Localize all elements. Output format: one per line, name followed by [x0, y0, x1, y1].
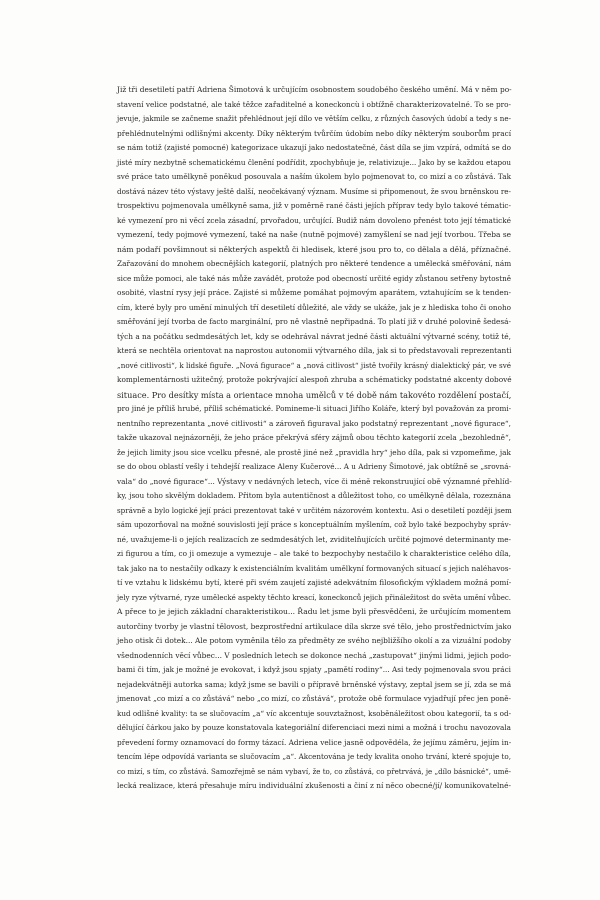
text-line: situace. Pro desítky místa a orientace mnoha umělců v té době nám takovéto rozdělení postačí, [117, 389, 512, 400]
text-line: tí ve vztahu k lidskému bytí, které při svém zaujetí zajisté adekvátním filosofickým výkladem možná pomí- [117, 578, 512, 587]
text-line: nám podaří povšimnout si některých aspektů či hledisek, které jsou pro to, co dělala a dělá, příznačné. [117, 244, 511, 254]
text-line: pro jiné je příliš hrubé, příliš schématické. Pomineme-li situaci Jiřího Koláře, který byl považován za promi- [117, 404, 512, 413]
text-line: sám upozorňoval na možné souvislosti její práce s konceptuálním myšlením, což bylo také bezpochyby správ- [117, 520, 511, 529]
text-line: nentního reprezentanta „nové citlivosti“ a zároveň figuraval jako podstatný reprezentant „nové figurace“, [117, 418, 511, 428]
text-line: „nové citlivosti“, k lidské figuře. „Nová figurace“ a „nová citlivost“ jistě tvořily krásný dialektický pár, ve své [117, 360, 511, 370]
text-line: co mizí, s tím, co zůstává. Samozřejmě se nám vybaví, že to, co zůstává, co přetrvává, je „dílo básnické“, umě- [117, 766, 511, 776]
text-line: sice může pomoci, ale také nás může zavádět, protože pod obecností určité egidy zůstanou setřeny bytostně [117, 273, 511, 283]
text-line: kud odlišné kvality: ta se slučovacím „a“ víc akcentuje souvztažnost, ksoběnáležitost obou kategorií, ta s od- [117, 708, 511, 718]
text-line: A přece to je jejich základní charakteristikou... Řadu let jsme byli přesvědčeni, že určujícím momentem [117, 607, 511, 616]
text-line: směřování její tvorba de facto marginální, pro ně vlastně nepřipadná. To platí již v druhé polovině šedesá- [117, 317, 511, 326]
text-line: se do obou oblastí vešly i tehdejší realizace Aleny Kučerové... A u Adrieny Šimotové, jak obtížně se „srovná- [117, 462, 511, 471]
text-line: Zařazování do mnohem obecnějších kategorií, platných pro některé tendence a umělecká směřování, nám [117, 259, 512, 268]
text-line: stavení velice podstatné, ale také těžce zařaditelné a koneckoncù i obtížně charakterizovatelné. To se pro- [117, 99, 511, 109]
text-line: vala“ do „nové figurace“... Výstavy v nedávných letech, více či méně rekonstruující obě významné přehlíd- [117, 476, 512, 486]
text-line: jisté míry nezbytně schematickému členění podřídit, zpochybňuje je, relativizuje... Jako by se každou etapou [117, 157, 511, 167]
text-line: dělující čárkou jako by pouze konstatovala kategoriální diferenciaci mezi nimi a možná i trochu navozovala [117, 723, 511, 732]
text-line: cím, které byly pro umění minulých tří desetiletí důležité, ale vždy se ukáže, jak je z hlediska toho či onoho [117, 302, 511, 312]
text-line: jmenovat „co mizí a co zůstává“ nebo „co mizí, co zůstává“, protože obě formulace vyjadřují přec jen poně- [117, 694, 511, 703]
text-line: své práce tato umělkyně poněkud posouvala a naším úkolem bylo pojmenovat to, co mizí a co zůstává. Tak [117, 172, 511, 181]
text-line: lecká realizace, která přesahuje míru individuální zkušenosti a činí z ní něco obecné/jí/ komunikovatelné- [117, 781, 511, 790]
text-line: že jejich limity jsou sice vcelku přesné, ale prostě jiné než „pravidla hry“ jeho díla, pak si vzpomeňme, jak [117, 447, 511, 457]
text-line: komplementárnosti užitečný, protože pokrývající alespoň zhruba a schématicky podstatné akcenty dobové [117, 375, 512, 384]
text-line: Již tři desetiletí patří Adriena Šimotová k určujícím osobnostem soudobého českého umění. Má v něm po- [117, 85, 512, 94]
text-line: ky, jsou toho skvělým dokladem. Přitom byla autentičnost a důležitost toho, co umělkyně dělala, rozeznána [117, 491, 511, 500]
text-line: tých a na počátku sedmdesátých let, kdy se odehrával návrat jedné části aktuální výtvarné scény, totiž té, [117, 331, 512, 341]
body-text [117, 83, 511, 794]
text-line: trospektivu pojmenovala umělkyně sama, již v poměrně rané části jejích příprav tedy bylo takové tématic- [117, 201, 511, 210]
text-line: vymezení, tedy pojmové vymezení, také na naše (nutně pojmové) zamyšlení se nad její tvorbou. Třeba se [117, 230, 512, 239]
text-line: takže ukazoval nejnázorněji, že jeho práce překrývá sféry zájmů obou těchto kategorií zcela „bezohledně“, [117, 433, 511, 442]
text-line: se nám totiž (zajisté pomocné) kategorizace ukazují jako nedostatečné, část díla se jim vzpírá, odmítá se do [117, 143, 511, 152]
text-line: ké vymezení pro ni věcí zcela zásadní, prvořadou, určující. Budiž nám dovoleno přenést toto její tématické [117, 215, 511, 225]
text-line: dostává název této výstavy ještě další, neočekávaný význam. Musíme si připomenout, že svou brněnskou re- [117, 186, 511, 196]
text-line: tak jako na to nestačily odkazy k existenciálním kvalitám umělkyní formovaných situací s jejich naléhavos- [117, 563, 511, 573]
text-line: správně a bylo logické její práci prezentovat také v určitém názorovém kontextu. Asi o desetiletí později jsem [117, 505, 512, 515]
text-line: která se nechtěla orientovat na naprostou autonomii výtvarného díla, jak si to představovali reprezentanti [117, 346, 512, 355]
text-line: převedení formy oznamovací do formy tázací. Adriena velice jasně odpovědéla, že jejímu záměru, jejím in- [117, 737, 512, 747]
text-line: osobité, vlastní rysy její práce. Zajisté si můžeme pomáhat pojmovým aparátem, vztahujícím se k tenden- [117, 288, 511, 297]
text-line: nejadekvátněji autorka sama; když jsme se bavili o přípravě brněnské výstavy, zeptal jsem se jí, zda se má [117, 679, 512, 689]
text-line: jeho otisk či dotek... Ale potom vyměnila tělo za předměty ze svého nejbližšího okolí a za vizuální podoby [117, 636, 512, 645]
text-line: né, uvažujeme-li o jejích realizacích ze sedmdesátých let, zviditelňujících určité pojmové determinanty me- [117, 534, 511, 544]
text-line: všednodenních věcí vůbec... V posledních letech se dokonce nechá „zastupovat“ jinými lidmi, jejich podo- [117, 650, 512, 660]
text-line: jevuje, jakmile se začneme snažit přehlédnout její dílo ve větším celku, z různých časových údobí a tedy s ne- [117, 114, 511, 123]
text-line: tencím lépe odpovídá varianta se slučovacím „a“. Akcentována je tedy kvalita onoho trvání, které spojuje to, [117, 752, 511, 761]
text-line: autorčiny tvorby je vlastní tělovost, bezprostřední artikulace díla skrze své tělo, jeho prostřednictvím jako [117, 621, 512, 631]
text-line: bami či tím, jak je možné je evokovat, i když jsou spjaty „pamětí rodiny“... Asi tedy pojmenovala svou práci [117, 665, 511, 674]
text-line: přehlédnutelnými odlišnými akcenty. Díky některým tvůrčím údobím nebo díky některým souborům prací [117, 128, 512, 138]
text-line: zi figurou a tím, co ji omezuje a vymezuje – ale také to bezpochyby nestačilo k charakteristice celého díla, [117, 549, 511, 558]
text-line: jely ryze výtvarné, ryze umělecké aspekty těchto kreací, koneckonců jejich přináležitost do světa umění vůbec. [117, 592, 511, 602]
